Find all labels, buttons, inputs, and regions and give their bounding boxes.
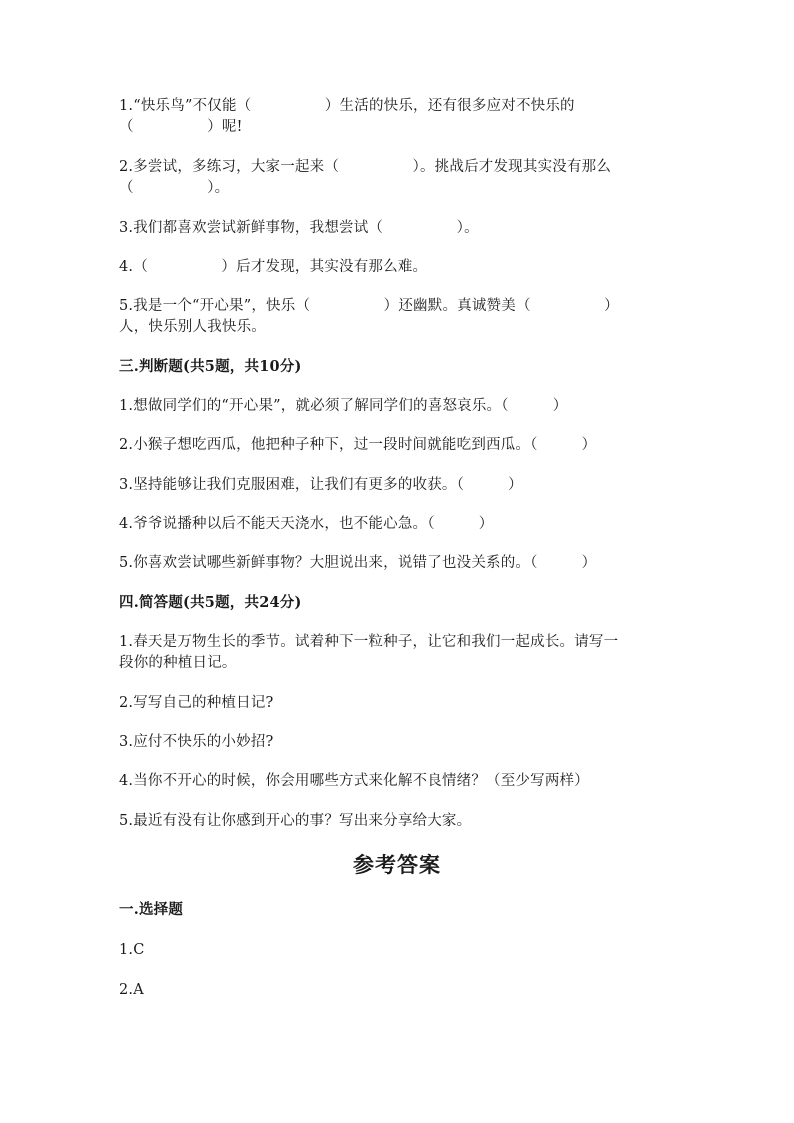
true-false-question-4: 4.爷爷说播种以后不能天天浇水，也不能心急。（ ） xyxy=(119,516,494,532)
short-answer-question-5: 5.最近有没有让你感到开心的事？写出来分享给大家。 xyxy=(119,813,472,829)
short-answer-question-4: 4.当你不开心的时候，你会用哪些方式来化解不良情绪？（至少写两样） xyxy=(119,773,589,789)
short-answer-question-2: 2.写写自己的种植日记? xyxy=(119,695,274,711)
fill-question-1-line-2: （ ）呢! xyxy=(119,119,243,135)
answer-item-1: 1.C xyxy=(119,942,145,958)
fill-question-2-line-1: 2.多尝试，多练习，大家一起来（ ）。挑战后才发现其实没有那么 xyxy=(119,159,612,175)
section-heading-short-answer: 四.简答题(共5题，共24分) xyxy=(119,594,302,611)
fill-question-1-line-1: 1.“快乐鸟”不仅能（ ）生活的快乐，还有很多应对不快乐的 xyxy=(119,98,575,114)
true-false-question-5: 5.你喜欢尝试哪些新鲜事物？大胆说出来，说错了也没关系的。（ ） xyxy=(119,555,597,571)
fill-question-3: 3.我们都喜欢尝试新鲜事物，我想尝试（ ）。 xyxy=(119,220,479,236)
section-heading-true-false: 三.判断题(共5题，共10分) xyxy=(119,358,302,375)
answer-item-2: 2.A xyxy=(119,982,144,998)
fill-question-2-line-2: （ ）。 xyxy=(119,180,230,196)
true-false-question-2: 2.小猴子想吃西瓜，他把种子种下，过一段时间就能吃到西瓜。（ ） xyxy=(119,437,597,453)
fill-question-5-line-2: 人，快乐别人我快乐。 xyxy=(119,319,266,335)
fill-question-4: 4.（ ）后才发现，其实没有那么难。 xyxy=(119,259,428,275)
short-answer-question-1-line-1: 1.春天是万物生长的季节。试着种下一粒种子，让它和我们一起成长。请写一 xyxy=(119,634,619,650)
true-false-question-1: 1.想做同学们的“开心果”，就必须了解同学们的喜怒哀乐。（ ） xyxy=(119,398,568,414)
fill-question-5-line-1: 5.我是一个“开心果”，快乐（ ）还幽默。真诚赞美（ ） xyxy=(119,298,619,314)
answer-key-title: 参考答案 xyxy=(353,852,441,877)
short-answer-question-1-line-2: 段你的种植日记。 xyxy=(119,655,237,671)
short-answer-question-3: 3.应付不快乐的小妙招? xyxy=(119,734,274,750)
true-false-question-3: 3.坚持能够让我们克服困难，让我们有更多的收获。（ ） xyxy=(119,477,523,493)
answer-section-heading-multiple-choice: 一.选择题 xyxy=(119,901,184,918)
